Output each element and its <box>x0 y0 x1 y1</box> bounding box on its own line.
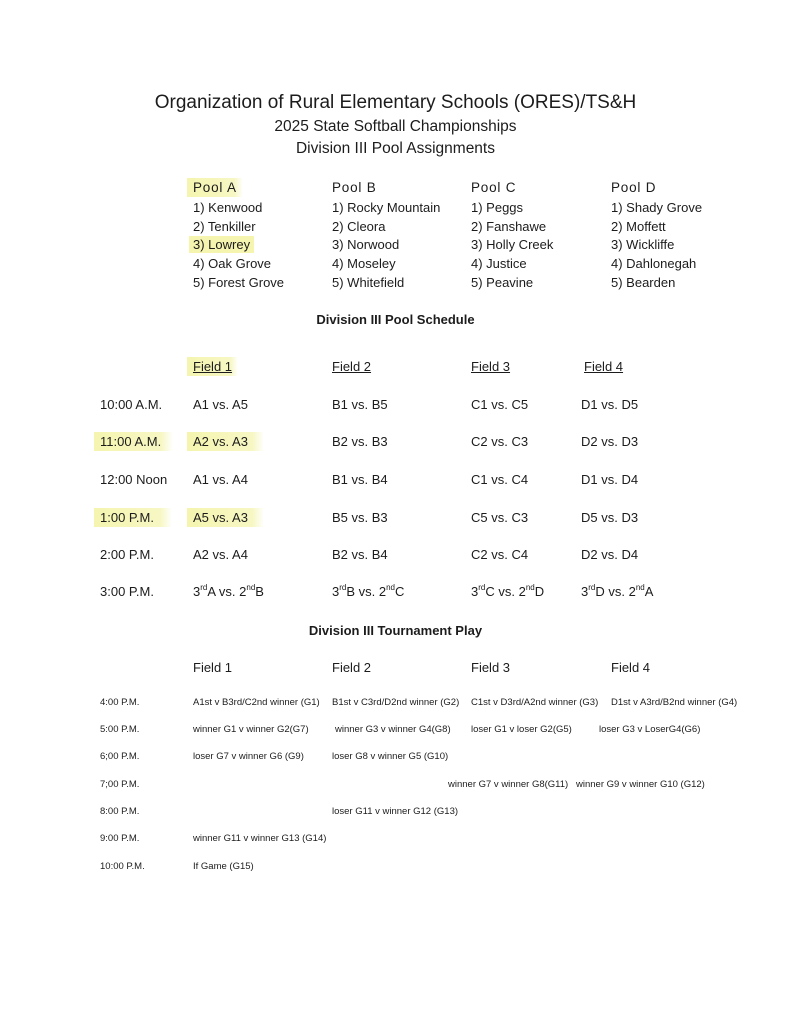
tournament-time: 7;00 P.M. <box>100 779 140 790</box>
pool-b-heading: Pool B <box>332 180 377 195</box>
schedule-time: 10:00 A.M. <box>100 397 163 412</box>
tournament-field-4-header: Field 4 <box>611 660 651 675</box>
field-4-header: Field 4 <box>584 359 624 374</box>
schedule-game: D1 vs. D4 <box>581 472 639 487</box>
pool-b-team: 3) Norwood <box>332 237 400 252</box>
tournament-game: If Game (G15) <box>193 861 254 872</box>
pool-c-team: 3) Holly Creek <box>471 237 554 252</box>
tournament-time: 6;00 P.M. <box>100 751 140 762</box>
pool-c-team: 1) Peggs <box>471 200 524 215</box>
pool-d-team: 2) Moffett <box>611 219 666 234</box>
pool-d-team: 3) Wickliffe <box>611 237 675 252</box>
tournament-time: 8:00 P.M. <box>100 806 140 817</box>
schedule-game: C2 vs. C4 <box>471 547 529 562</box>
pool-a-team: 3) Lowrey <box>193 237 254 252</box>
division-subtitle: Division III Pool Assignments <box>295 140 495 157</box>
tournament-game: D1st v A3rd/B2nd winner (G4) <box>611 697 738 708</box>
tournament-game: winner G9 v winner G10 (G12) <box>576 779 705 790</box>
schedule-game: A1 vs. A4 <box>193 472 248 487</box>
schedule-game: D5 vs. D3 <box>581 510 639 525</box>
pool-b-team: 4) Moseley <box>332 256 396 271</box>
schedule-game: C1 vs. C4 <box>471 472 529 487</box>
tournament-title: Division III Tournament Play <box>308 623 483 638</box>
schedule-game: A2 vs. A4 <box>193 547 248 562</box>
event-title: 2025 State Softball Championships <box>274 118 517 135</box>
tournament-game: winner G11 v winner G13 (G14) <box>193 833 327 844</box>
pool-a-team: 1) Kenwood <box>193 200 263 215</box>
schedule-game: A2 vs. A3 <box>193 434 264 449</box>
schedule-game: B1 vs. B5 <box>332 397 388 412</box>
tournament-game: winner G7 v winner G8(G11) <box>448 779 569 790</box>
pool-a-team: 2) Tenkiller <box>193 219 256 234</box>
schedule-game: 3rdB vs. 2ndC <box>332 582 405 599</box>
pool-a-team: 4) Oak Grove <box>193 256 272 271</box>
tournament-game: B1st v C3rd/D2nd winner (G2) <box>332 697 460 708</box>
pool-b-team: 1) Rocky Mountain <box>332 200 441 215</box>
pool-a-team: 5) Forest Grove <box>193 275 285 290</box>
schedule-game: A5 vs. A3 <box>193 510 264 525</box>
schedule-time: 2:00 P.M. <box>100 547 154 562</box>
tournament-field-2-header: Field 2 <box>332 660 372 675</box>
schedule-game: 3rdC vs. 2ndD <box>471 582 545 599</box>
pool-d-heading: Pool D <box>611 180 657 195</box>
schedule-time: 3:00 P.M. <box>100 584 154 599</box>
tournament-field-1-header: Field 1 <box>193 660 233 675</box>
pool-c-team: 4) Justice <box>471 256 527 271</box>
tournament-time: 10:00 P.M. <box>100 861 145 872</box>
schedule-time: 11:00 A.M. <box>100 434 173 449</box>
field-3-header: Field 3 <box>471 359 511 374</box>
field-1-header: Field 1 <box>193 359 238 374</box>
tournament-game: loser G11 v winner G12 (G13) <box>332 806 459 817</box>
schedule-time: 12:00 Noon <box>100 472 168 487</box>
schedule-game: B2 vs. B4 <box>332 547 388 562</box>
schedule-time: 1:00 P.M. <box>100 510 172 525</box>
field-2-header: Field 2 <box>332 359 372 374</box>
tournament-time: 9:00 P.M. <box>100 833 140 844</box>
tournament-game: loser G7 v winner G6 (G9) <box>193 751 304 762</box>
pool-d-team: 4) Dahlonegah <box>611 256 697 271</box>
schedule-game: B1 vs. B4 <box>332 472 388 487</box>
tournament-field-3-header: Field 3 <box>471 660 511 675</box>
pool-d-team: 5) Bearden <box>611 275 676 290</box>
schedule-game: 3rdA vs. 2ndB <box>193 582 264 599</box>
schedule-game: B5 vs. B3 <box>332 510 388 525</box>
schedule-game: D2 vs. D4 <box>581 547 639 562</box>
pool-b-team: 5) Whitefield <box>332 275 405 290</box>
tournament-game: C1st v D3rd/A2nd winner (G3) <box>471 697 599 708</box>
schedule-game: A1 vs. A5 <box>193 397 248 412</box>
pool-a-heading: Pool A <box>193 180 243 195</box>
schedule-game: 3rdD vs. 2ndA <box>581 582 654 599</box>
schedule-game: D1 vs. D5 <box>581 397 639 412</box>
pool-b-team: 2) Cleora <box>332 219 386 234</box>
pool-c-team: 5) Peavine <box>471 275 534 290</box>
tournament-game: loser G8 v winner G5 (G10) <box>332 751 449 762</box>
organization-title: Organization of Rural Elementary Schools (ORES)/TS&H <box>154 92 637 113</box>
pool-schedule-title: Division III Pool Schedule <box>316 312 475 327</box>
schedule-game: C5 vs. C3 <box>471 510 529 525</box>
pool-c-heading: Pool C <box>471 180 517 195</box>
tournament-game: winner G1 v winner G2(G7) <box>193 724 309 735</box>
tournament-game: loser G1 v loser G2(G5) <box>471 724 572 735</box>
schedule-game: D2 vs. D3 <box>581 434 639 449</box>
tournament-time: 5:00 P.M. <box>100 724 140 735</box>
schedule-game: C1 vs. C5 <box>471 397 529 412</box>
tournament-game: loser G3 v LoserG4(G6) <box>599 724 701 735</box>
schedule-game: C2 vs. C3 <box>471 434 529 449</box>
pool-c-team: 2) Fanshawe <box>471 219 547 234</box>
schedule-game: B2 vs. B3 <box>332 434 388 449</box>
tournament-game: winner G3 v winner G4(G8) <box>335 724 451 735</box>
tournament-time: 4:00 P.M. <box>100 697 140 708</box>
tournament-game: A1st v B3rd/C2nd winner (G1) <box>193 697 320 708</box>
pool-d-team: 1) Shady Grove <box>611 200 703 215</box>
